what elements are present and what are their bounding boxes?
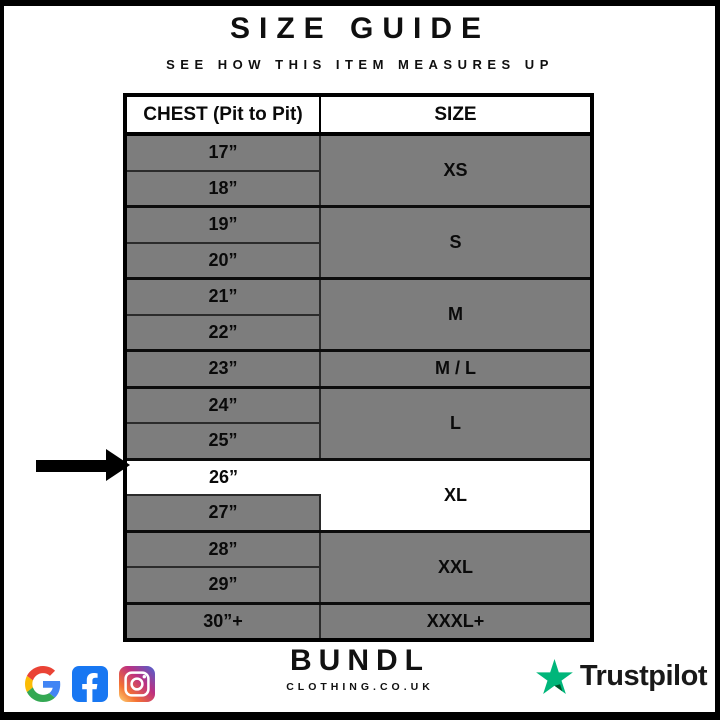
arrow-head-icon xyxy=(106,449,130,481)
size-guide-table xyxy=(123,93,594,642)
size-cell: L xyxy=(320,387,592,459)
table-row xyxy=(125,603,592,640)
size-cell: M xyxy=(320,279,592,351)
arrow-shaft xyxy=(36,460,108,472)
brand-domain: CLOTHING.CO.UK xyxy=(286,681,434,693)
table-row xyxy=(125,531,592,567)
size-cell: XXXL+ xyxy=(320,603,592,640)
size-cell: XXL xyxy=(320,531,592,603)
chest-cell: 28” xyxy=(125,531,320,567)
size-cell: S xyxy=(320,207,592,279)
table-row xyxy=(125,279,592,315)
table-row xyxy=(125,134,592,171)
chest-cell: 29” xyxy=(125,567,320,603)
table-row xyxy=(125,459,592,495)
chest-cell: 17” xyxy=(125,134,320,171)
chest-cell: 19” xyxy=(125,207,320,243)
chest-cell: 18” xyxy=(125,171,320,207)
chest-cell: 26” xyxy=(125,459,320,495)
size-cell: XS xyxy=(320,134,592,207)
column-header-size: SIZE xyxy=(320,95,592,134)
chest-cell: 24” xyxy=(125,387,320,423)
row-pointer-arrow xyxy=(36,449,128,482)
page-subtitle: SEE HOW THIS ITEM MEASURES UP xyxy=(166,57,554,72)
trustpilot-logo[interactable] xyxy=(536,659,707,694)
column-header-chest: CHEST (Pit to Pit) xyxy=(125,95,320,134)
table-row xyxy=(125,387,592,423)
size-cell: M / L xyxy=(320,351,592,388)
table-row xyxy=(125,351,592,388)
chest-cell: 22” xyxy=(125,315,320,351)
chest-cell: 20” xyxy=(125,243,320,279)
trustpilot-star-icon xyxy=(536,659,573,694)
chest-cell: 21” xyxy=(125,279,320,315)
size-guide-table-wrap xyxy=(123,93,594,642)
trustpilot-label: Trustpilot xyxy=(579,660,707,692)
table-header-row xyxy=(125,95,592,134)
size-cell: XL xyxy=(320,459,592,531)
table-row xyxy=(125,207,592,243)
brand-name: BUNDL xyxy=(290,644,430,677)
chest-cell: 30”+ xyxy=(125,603,320,640)
chest-cell: 23” xyxy=(125,351,320,388)
page-title: SIZE GUIDE xyxy=(229,12,491,45)
chest-cell: 27” xyxy=(125,495,320,531)
chest-cell: 25” xyxy=(125,423,320,459)
size-table-body xyxy=(125,134,592,640)
